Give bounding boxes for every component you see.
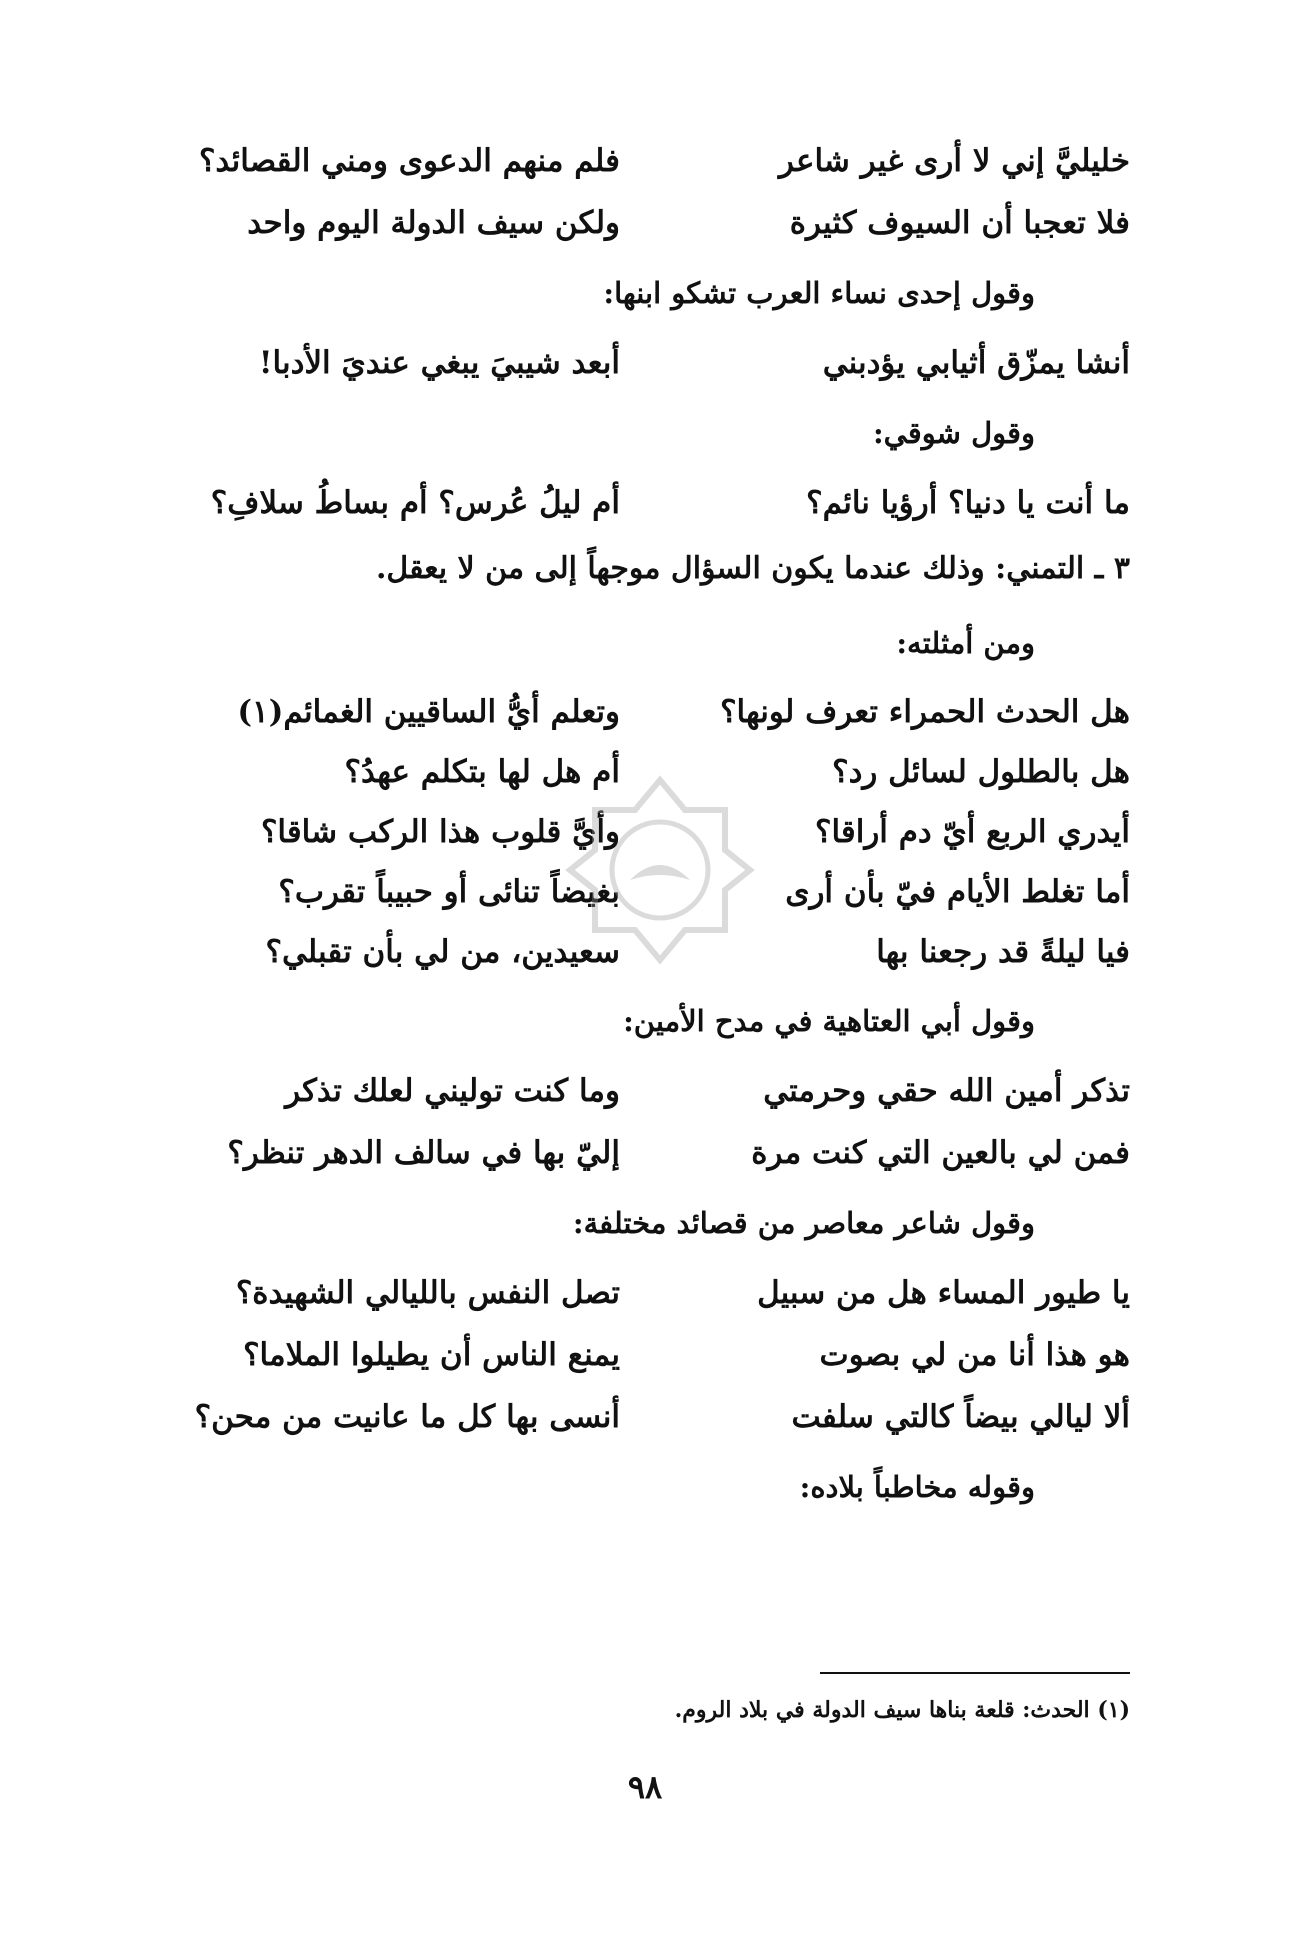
verse-first-hemistich: هل الحدث الحمراء تعرف لونها؟: [720, 694, 1130, 730]
verse-second-hemistich: ولكن سيف الدولة اليوم واحد: [247, 205, 620, 241]
verse-line: [170, 192, 1130, 254]
verse-second-hemistich: سعيدين، من لي بأن تقبلي؟: [265, 934, 620, 970]
verse-line: [170, 130, 1130, 192]
verse-line: [170, 682, 1130, 742]
verse-second-hemistich: وأيَّ قلوب هذا الركب شاقا؟: [260, 814, 620, 850]
verse-second-hemistich: بغيضاً تنائى أو حبيباً تقرب؟: [278, 874, 620, 910]
footnote: (١) الحدث: قلعة بناها سيف الدولة في بلاد الروم.: [674, 1697, 1130, 1723]
verse-second-hemistich: أم هل لها بتكلم عهدُ؟: [344, 754, 620, 790]
verse-second-hemistich: أنسى بها كل ما عانيت من محن؟: [194, 1399, 620, 1435]
verse-second-hemistich: وتعلم أيُّ الساقيين الغمائم(١): [237, 694, 620, 730]
verse-first-hemistich: ألا ليالي بيضاً كالتي سلفت: [791, 1399, 1130, 1435]
verse-first-hemistich: تذكر أمين الله حقي وحرمتي: [763, 1073, 1130, 1109]
verse-first-hemistich: فلا تعجبا أن السيوف كثيرة: [789, 205, 1130, 241]
library-seal-watermark: [560, 770, 760, 970]
quote-intro: وقوله مخاطباً بلاده:: [799, 1470, 1035, 1504]
quote-intro: وقول أبي العتاهية في مدح الأمين:: [623, 1004, 1035, 1038]
verse-first-hemistich: هو هذا أنا من لي بصوت: [819, 1337, 1130, 1373]
quote-intro: وقول شوقي:: [872, 416, 1035, 450]
verse-second-hemistich: تصل النفس بالليالي الشهيدة؟: [235, 1275, 620, 1311]
quote-intro: وقول إحدى نساء العرب تشكو ابنها:: [603, 276, 1035, 310]
verse-second-hemistich: أم ليلُ عُرس؟ أم بساطُ سلافِ؟: [210, 485, 620, 521]
verse-line: [170, 1324, 1130, 1386]
quote-intro: ومن أمثلته:: [896, 626, 1035, 660]
verse-first-hemistich: أيدري الربع أيّ دم أراقا؟: [815, 814, 1130, 850]
footnote-separator: [820, 1672, 1130, 1674]
verse-line: [170, 1060, 1130, 1122]
verse-line: [170, 1262, 1130, 1324]
verse-first-hemistich: هل بالطلول لسائل رد؟: [832, 754, 1130, 790]
verse-first-hemistich: فيا ليلةً قد رجعنا بها: [876, 934, 1130, 970]
verse-line: [170, 472, 1130, 534]
verse-second-hemistich: إليّ بها في سالف الدهر تنظر؟: [227, 1135, 620, 1171]
verse-second-hemistich: يمنع الناس أن يطيلوا الملاما؟: [243, 1337, 620, 1373]
page-number: ٩٨: [627, 1768, 663, 1806]
verse-second-hemistich: وما كنت توليني لعلك تذكر: [285, 1073, 620, 1109]
verse-line: [170, 1122, 1130, 1184]
verse-first-hemistich: يا طيور المساء هل من سبيل: [757, 1275, 1130, 1311]
verse-first-hemistich: أما تغلط الأيام فيّ بأن أرى: [785, 874, 1130, 910]
verse-first-hemistich: فمن لي بالعين التي كنت مرة: [751, 1135, 1130, 1171]
section-paragraph: ٣ ـ التمني: وذلك عندما يكون السؤال موجهاً إلى من لا يعقل.: [375, 551, 1130, 586]
verse-first-hemistich: خليليَّ إني لا أرى غير شاعر: [778, 143, 1130, 179]
verse-second-hemistich: أبعد شيبيَ يبغي عنديَ الأدبا!: [258, 345, 620, 381]
quote-intro: وقول شاعر معاصر من قصائد مختلفة:: [572, 1206, 1035, 1240]
verse-first-hemistich: ما أنت يا دنيا؟ أرؤيا نائم؟: [806, 485, 1130, 521]
verse-first-hemistich: أنشا يمزّق أثيابي يؤدبني: [822, 345, 1130, 381]
verse-line: [170, 1386, 1130, 1448]
verse-second-hemistich: فلم منهم الدعوى ومني القصائد؟: [198, 143, 620, 179]
verse-line: [170, 332, 1130, 394]
